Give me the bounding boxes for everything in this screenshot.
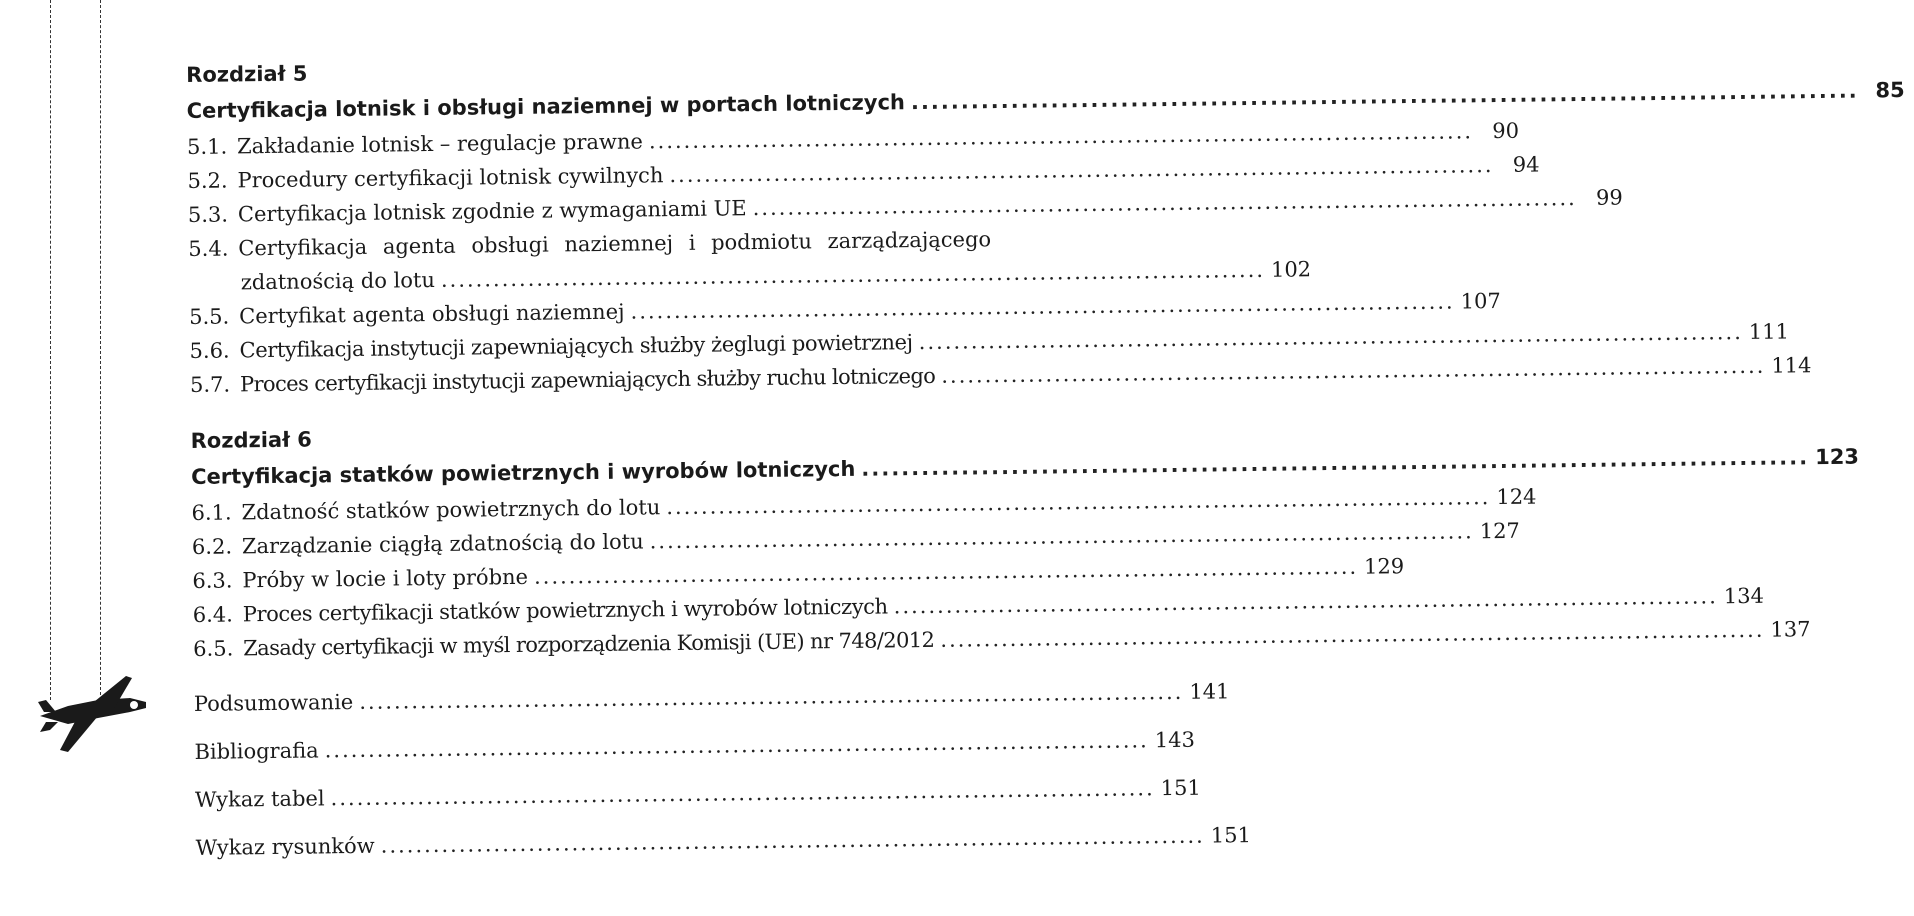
page-number: 151 [1160, 775, 1201, 801]
page-number: 137 [1770, 617, 1811, 642]
leader-dots: ............................................................................................... [669, 153, 1494, 188]
page-number: 127 [1479, 518, 1520, 544]
leader-dots: ............................................................................................... [324, 728, 1149, 763]
section-title: Zakładanie lotnisk – regulacje prawne [236, 129, 644, 159]
leader-dots: ............................................................................................... [893, 584, 1718, 619]
section-number: 5.6. [189, 338, 230, 363]
section-number: 5.3. [187, 202, 229, 227]
section-number: 5.1. [186, 134, 228, 159]
leader-dots: ............................................................................................... [359, 679, 1184, 714]
leader-dots: ............................................................................................... [648, 119, 1474, 154]
leader-dots: ............................................................................................... [440, 257, 1266, 292]
fighter-jet-icon [38, 672, 150, 754]
section-title: Certyfikat agenta obsługi naziemnej [239, 299, 625, 329]
toc-entry-wykaz-rysunkow[interactable] [195, 813, 1252, 872]
section-title: Certyfikacja lotnisk zgodnie z wymaganiami UE [237, 196, 747, 227]
leader-dots: ............................................................................................... [666, 485, 1491, 520]
leader-dots: ............................................................................................... [330, 776, 1155, 811]
page-number: 129 [1363, 554, 1405, 579]
entry-title: Podsumowanie [193, 690, 354, 716]
section-title: Próby w locie i loty próbne [242, 564, 529, 593]
page-number: 134 [1723, 583, 1765, 609]
section-title: Zarządzanie ciągłą zdatnością do lotu [241, 529, 644, 559]
section-number: 5.7. [189, 372, 231, 397]
leader-dots: ............................................................................................... [649, 519, 1474, 554]
section-number: 6.4. [192, 602, 234, 627]
table-of-contents [186, 47, 1905, 872]
entry-title: Wykaz tabel [194, 786, 325, 812]
section-title: Zasady certyfikacji w myśl rozporządzenia Komisji (UE) nr 748/2012 [243, 627, 935, 661]
entry-title: Bibliografia [194, 738, 319, 764]
page-number: 151 [1210, 823, 1252, 848]
section-title: Proces certyfikacji statków powietrznych i wyrobów lotniczych [242, 594, 888, 627]
section-title: Certyfikacja instytucji zapewniających służby żeglugi powietrznej [239, 330, 913, 363]
chapter-label: Rozdział 6 [190, 427, 312, 453]
leader-dots: ............................................................................................... [941, 353, 1766, 388]
leader-dots: ............................................................................................... [380, 823, 1205, 858]
leader-dots: ............................................................................................... [630, 289, 1455, 324]
page-number: 143 [1154, 727, 1196, 753]
page-number: 90 [1492, 118, 1520, 144]
section-number: 5.4. [188, 236, 229, 261]
page-number: 111 [1748, 319, 1790, 344]
chapter-6 [190, 413, 1860, 666]
page-number: 114 [1771, 353, 1812, 378]
section-number: 6.2. [191, 534, 233, 559]
section-number: 5.5. [189, 304, 230, 329]
page-number: 124 [1496, 484, 1537, 510]
page-number: 141 [1189, 679, 1230, 704]
leader-dots: ............................................................................................... [533, 554, 1359, 589]
page-number: 94 [1512, 152, 1540, 177]
page-number: 99 [1595, 185, 1623, 210]
dashed-flight-path-left [50, 0, 51, 700]
section-number: 6.5. [193, 636, 234, 661]
section-number: 6.1. [191, 500, 232, 525]
chapter-title: Certyfikacja statków powietrznych i wyrobów lotniczych [190, 456, 856, 489]
entry-title: Wykaz rysunków [195, 833, 375, 860]
section-number: 6.3. [192, 568, 233, 593]
leader-dots: ............................................................................................... [752, 186, 1577, 221]
dashed-flight-path-right [100, 0, 101, 700]
section-title: Zdatność statków powietrznych do lotu [241, 495, 661, 525]
section-title: Proces certyfikacji instytucji zapewniających służby ruchu lotniczego [239, 363, 936, 397]
page-number: 102 [1270, 257, 1312, 282]
section-title-line2: zdatnością do lotu [240, 267, 436, 295]
back-matter [193, 669, 1252, 872]
page-number: 85 [1875, 78, 1905, 103]
section-title-line1: Certyfikacja agenta obsługi naziemnej i podmiotu zarządzającego [238, 227, 992, 261]
leader-dots: ............................................................................................... [940, 617, 1765, 652]
section-number: 5.2. [187, 168, 228, 193]
leader-dots: ............................................................................................... [918, 320, 1743, 355]
leader-dots: ............................................................................................... [910, 78, 1859, 115]
page-number: 107 [1460, 288, 1501, 314]
section-title: Procedury certyfikacji lotnisk cywilnych [237, 163, 664, 193]
chapter-title: Certyfikacja lotnisk i obsługi naziemnej w portach lotniczych [186, 90, 906, 123]
leader-dots: ............................................................................................... [861, 445, 1810, 481]
chapter-5 [186, 47, 1905, 402]
chapter-label: Rozdział 5 [186, 61, 308, 87]
page-number: 123 [1814, 444, 1860, 470]
